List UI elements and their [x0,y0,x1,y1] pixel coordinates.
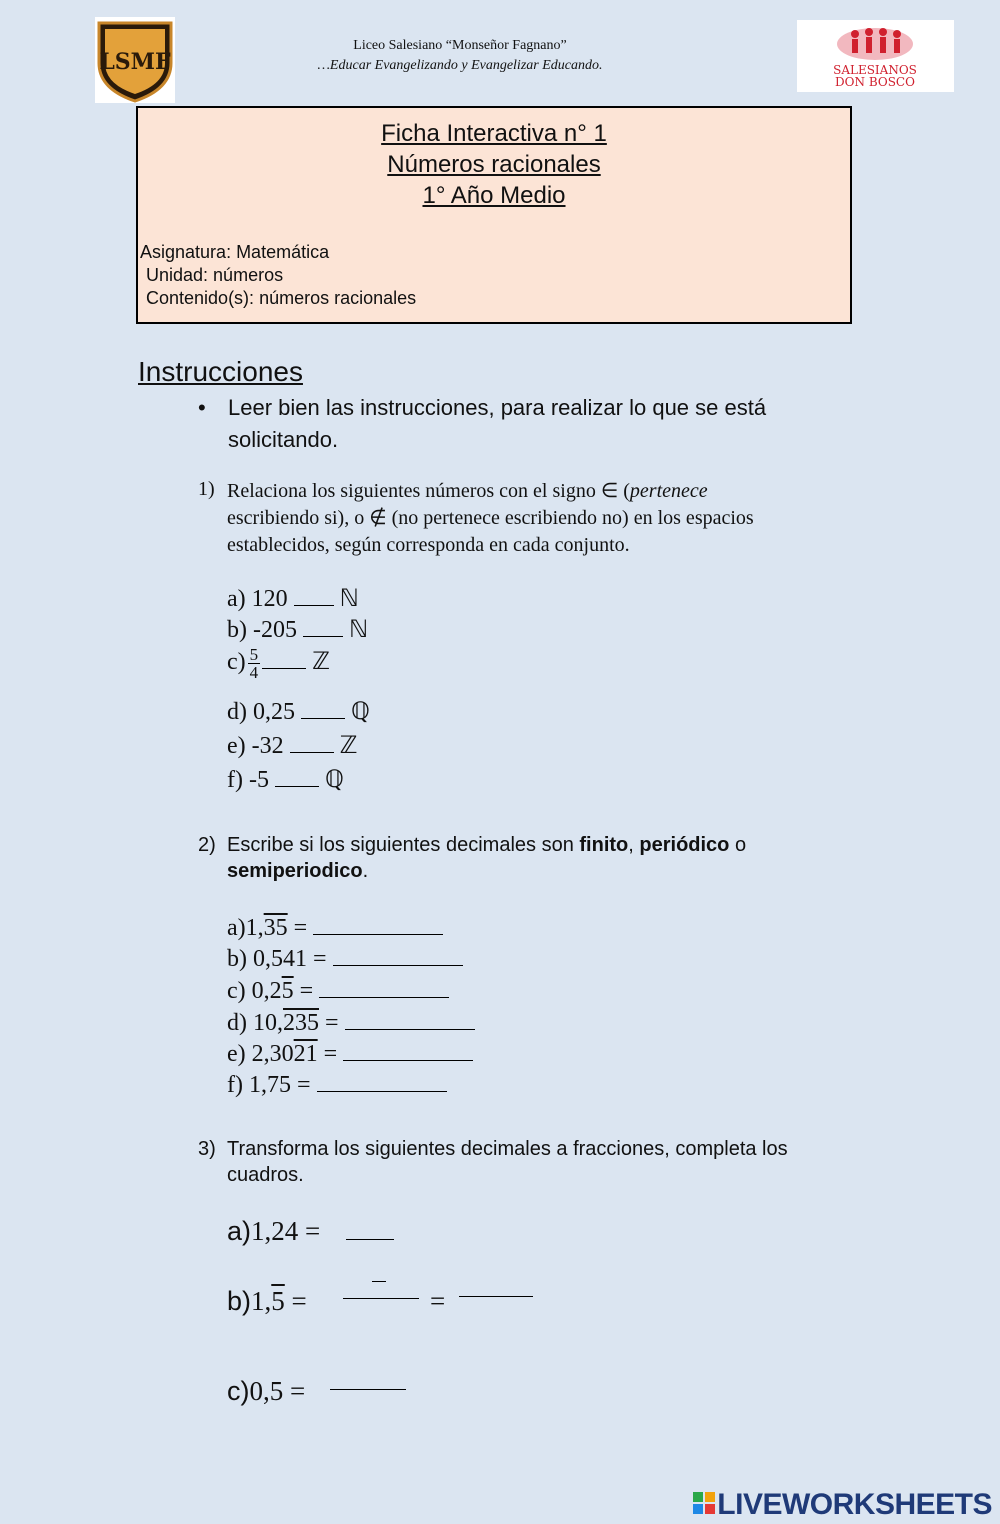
q3-answer-b1[interactable] [343,1298,419,1299]
fraction [248,646,261,681]
q1-answer-b[interactable] [303,636,343,637]
instructions-heading: Instrucciones [138,356,303,387]
q2-item-c-pre: c) 0,2 [227,978,282,1004]
q3-b-numerator-mark [372,1281,386,1282]
q3-answer-a[interactable] [346,1239,394,1240]
q3-answer-b2[interactable] [459,1296,533,1297]
worksheet-grade: 1° Año Medio [422,182,566,209]
q3-item-c-label: c) [227,1376,250,1406]
q1-item-b-label: b) -205 [227,617,303,643]
contenido-row [146,288,416,309]
q2-o: o [729,834,747,856]
q2-item-b-pre: b) 0,541 [227,946,307,972]
q2-item-f-eq: = [290,1072,317,1098]
salesianos-logo [797,20,954,92]
q2-answer-f[interactable] [317,1091,447,1092]
q2-item-e [227,1041,473,1068]
worksheet-subject-title: Números racionales [387,151,601,178]
contenido-label: Contenido(s): [146,288,255,308]
q2-answer-a[interactable] [313,934,443,935]
q2-finito: finito [579,834,629,856]
q2-text [227,832,827,884]
q2-item-f [227,1072,447,1099]
q2-answer-e[interactable] [343,1060,473,1061]
q2-answer-c[interactable] [319,997,449,998]
q3-item-b-eq: = [284,1286,307,1316]
liveworksheets-text: LIVEWORKSHEETS [717,1488,992,1521]
q2-text-1: Escribe si los siguientes decimales son [227,834,580,856]
q1-answer-a[interactable] [294,605,334,606]
q1-item-b-set: ℕ [342,617,369,643]
q1-item-f-label: f) -5 [227,767,275,793]
q3-item-b-eq2: = [430,1286,446,1316]
q3-item-a [227,1216,394,1247]
q1-item-c [227,646,330,681]
unidad-label: Unidad [146,265,204,285]
q2-item-d-period: 235 [283,1010,319,1036]
q3-item-a-value: 1,24 = [251,1216,321,1246]
q2-answer-d[interactable] [345,1029,475,1030]
liveworksheets-brand [693,1488,992,1522]
q1-item-e [227,731,358,760]
unidad-row [146,265,283,286]
q3-item-c-value: 0,5 = [249,1376,306,1406]
q1-item-f-set: ℚ [318,767,344,793]
q1-item-d-set: ℚ [345,699,370,725]
q1-answer-e[interactable] [290,752,334,753]
svg-text:DON BOSCO: DON BOSCO [835,75,915,89]
q1-text [227,478,827,559]
school-header [200,36,720,76]
q1-answer-d[interactable] [301,718,345,719]
asignatura-label: Asignatura [140,242,227,262]
q1-item-d [227,697,370,726]
q2-item-a-period: 35 [263,915,288,941]
bullet-icon: • [198,395,206,420]
q3-item-b-period: 5 [271,1286,285,1316]
asignatura-row [140,242,329,263]
q3-item-c [227,1376,305,1407]
unidad-value: : números [203,265,284,285]
q2-item-e-pre: e) 2,30 [227,1041,294,1067]
q2-item-d [227,1010,475,1037]
q1-answer-c[interactable] [262,668,306,669]
fraction-denominator: 4 [249,663,259,682]
q1-text-italic: pertenece [629,480,708,502]
q2-item-b-eq: = [307,946,333,972]
q1-text-a: Relaciona los siguientes números con el signo ∈ ( [227,480,630,502]
q3-item-a-label: a) [227,1216,252,1246]
worksheet-title: Ficha Interactiva n° 1 [381,120,607,147]
q1-item-f [227,765,344,794]
q2-item-a-eq: = [287,915,314,941]
q2-item-a [227,915,443,942]
q1-item-c-label: c) [227,649,246,676]
q1-item-a-set: ℕ [333,586,359,612]
asignatura-value: : Matemática [226,242,330,262]
q2-item-f-pre: f) 1,75 [227,1072,291,1098]
school-motto: …Educar Evangelizando y Evangelizar Educando. [317,58,603,73]
q2-periodico: periódico [639,834,730,856]
q2-item-c-period: 5 [281,978,294,1004]
q2-answer-b[interactable] [333,965,463,966]
q2-item-c-eq: = [293,978,320,1004]
contenido-value: números racionales [254,288,417,308]
q2-dot: . [362,860,369,882]
q1-item-a-label: a) 120 [227,586,294,612]
q2-number: 2) [198,834,216,856]
q1-item-b [227,615,368,644]
q1-item-e-set: ℤ [333,733,358,759]
q1-item-c-set: ℤ [306,649,331,676]
svg-text:LSMF: LSMF [99,49,171,75]
q2-item-a-pre: a)1, [227,915,264,941]
q1-item-d-label: d) 0,25 [227,699,301,725]
q2-item-e-eq: = [317,1041,344,1067]
q2-item-d-eq: = [319,1010,345,1036]
q3-number: 3) [198,1138,216,1160]
q3-answer-c[interactable] [330,1389,406,1390]
q3-item-b [227,1286,307,1317]
instruction-text: Leer bien las instrucciones, para realizar lo que se está solicitando. [228,395,767,452]
q2-semiperiodico: semiperiodico [227,860,363,882]
liveworksheets-icon [693,1492,715,1516]
school-name: Liceo Salesiano “Monseñor Fagnano” [353,38,567,53]
q3-text: Transforma los siguientes decimales a fracciones, completa los cuadros. [227,1138,788,1186]
q1-answer-f[interactable] [275,786,319,787]
q1-item-e-label: e) -32 [227,733,290,759]
svg-text:SALESIANOS: SALESIANOS [833,63,917,77]
q2-item-c [227,978,449,1005]
q1-text-b: escribiendo si), o ∉ (no pertenece escribiendo no) en los espacios establecidos, según corresponda en cada conjunto. [227,507,754,556]
q3-item-b-label: b) [227,1286,252,1316]
school-logo [95,17,175,103]
q2-item-d-pre: d) 10, [227,1010,283,1036]
fraction-numerator: 5 [249,645,259,664]
q3-item-b-pre: 1, [251,1286,272,1316]
q1-number: 1) [198,478,215,500]
q1-item-a [227,584,359,613]
q2-item-b [227,946,463,973]
worksheet-info-box [136,106,852,324]
q2-comma: , [628,834,640,856]
q2-item-e-period: 21 [293,1041,318,1067]
